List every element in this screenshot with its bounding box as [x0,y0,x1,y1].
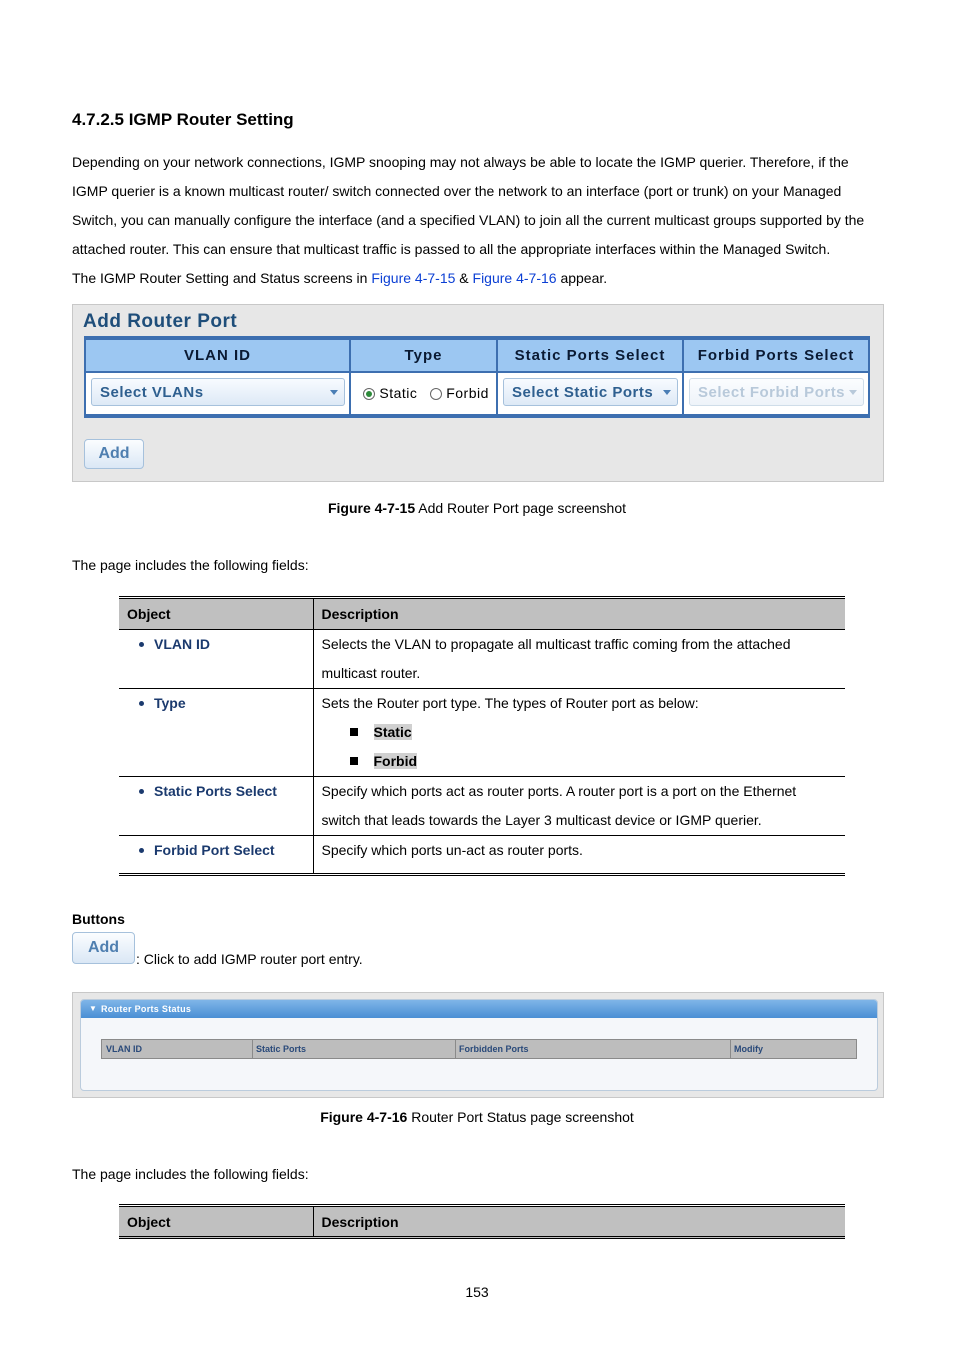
para-line: Depending on your network connections, IGMP snooping may not always be able to locate the IGMP querier. Therefore, if the [72,154,849,170]
desc-line: Specify which ports act as router ports. A router port is a port on the Ethernet [321,783,797,799]
object-name: VLAN ID [154,636,210,652]
figure-4-7-16-link[interactable]: Figure 4-7-16 [472,270,557,286]
figure-4-7-15-caption [0,500,954,516]
head-description: Description [313,598,845,630]
head-description: Description [313,1206,845,1238]
fields-intro-2: The page includes the following fields: [72,1166,309,1182]
object-name: Forbid Port Select [154,842,275,858]
square-bullet-icon [350,728,358,736]
table-row [119,689,845,777]
col-forbid-ports-select: Forbid Ports Select [684,340,868,371]
ref-suffix: appear. [556,270,608,286]
figure-reference-line [72,264,887,293]
static-radio[interactable] [363,388,375,400]
add-button[interactable]: Add [84,439,144,469]
add-router-port-screenshot [72,304,884,482]
desc-line: Sets the Router port type. The types of Router port as below: [321,695,699,711]
para-line: attached router. This can ensure that multicast traffic is passed to all the appropriate interfaces within the Managed Switch. [72,241,831,257]
para-line: Switch, you can manually configure the interface (and a specified VLAN) to join all the current multicast groups supported by the [72,212,865,228]
col-type: Type [351,340,496,371]
figure-4-7-15-link[interactable]: Figure 4-7-15 [371,270,456,286]
square-bullet-icon [350,757,358,765]
page-number: 153 [465,1284,489,1300]
forbid-radio[interactable] [430,388,442,400]
add-button-description: : Click to add IGMP router port entry. [136,951,363,967]
chevron-down-icon [849,390,857,395]
col-modify: Modify [730,1040,763,1058]
fields-table [119,596,845,876]
col-forbidden-ports: Forbidden Ports [455,1040,529,1058]
static-radio-label: Static [379,385,418,401]
type-cell [351,373,496,414]
static-ports-cell [498,373,682,414]
bullet-icon [139,642,144,647]
buttons-heading: Buttons [72,911,125,927]
desc-line: Specify which ports un-act as router ports. [321,842,583,858]
forbid-radio-label: Forbid [446,385,489,401]
sub-item-label: Forbid [373,753,418,769]
status-fields-table [119,1204,845,1239]
router-ports-status-panel [80,999,878,1091]
head-object: Object [119,598,313,630]
static-ports-select[interactable] [503,378,678,406]
vlan-cell [86,373,349,414]
vlan-select-label: Select VLANs [100,383,204,401]
forbid-ports-select[interactable] [689,378,864,406]
col-vlan-id: VLAN ID [86,340,349,371]
add-router-port-grid [84,336,870,418]
figure-4-7-16-caption [0,1109,954,1125]
col-vlan-id: VLAN ID [106,1044,142,1054]
panel-header [81,1000,877,1018]
intro-paragraph [72,148,887,293]
status-table-header [101,1039,857,1059]
table-row [119,630,845,689]
fields-intro: The page includes the following fields: [72,557,309,573]
sub-item [322,747,838,776]
forbid-ports-select-label: Select Forbid Ports [698,383,846,401]
ref-mid: & [455,270,473,286]
router-port-status-screenshot [72,992,884,1098]
collapse-arrow-icon[interactable]: ▼ [89,1004,98,1013]
forbid-ports-cell [684,373,868,414]
sub-item-label: Static [373,724,412,740]
caption-text: Add Router Port page screenshot [415,500,627,516]
desc-line: multicast router. [321,665,421,681]
sub-item [322,718,838,747]
chevron-down-icon [663,390,671,395]
caption-text: Router Port Status page screenshot [407,1109,634,1125]
chevron-down-icon [330,390,338,395]
vlan-select[interactable] [91,378,345,406]
bullet-icon [139,789,144,794]
head-object: Object [119,1206,313,1238]
table-row [119,836,845,875]
object-name: Static Ports Select [154,783,277,799]
add-button-sample[interactable]: Add [72,932,135,964]
section-heading: 4.7.2.5 IGMP Router Setting [72,110,294,129]
desc-line: switch that leads towards the Layer 3 multicast device or IGMP querier. [321,812,762,828]
object-name: Type [154,695,186,711]
caption-label: Figure 4-7-15 [327,500,416,516]
bullet-icon [139,848,144,853]
static-ports-select-label: Select Static Ports [512,383,654,401]
table-row [119,777,845,836]
caption-label: Figure 4-7-16 [320,1109,408,1125]
desc-line: Selects the VLAN to propagate all multicast traffic coming from the attached [321,636,791,652]
para-line: IGMP querier is a known multicast router/ switch connected over the network to an interface (port or trunk) on your Managed [72,183,842,199]
bullet-icon [139,701,144,706]
col-static-ports-select: Static Ports Select [498,340,682,371]
ref-prefix: The IGMP Router Setting and Status screens in [72,270,372,286]
add-router-port-title: Add Router Port [83,311,238,332]
col-static-ports: Static Ports [252,1040,306,1058]
panel-title: Router Ports Status [101,1004,192,1014]
